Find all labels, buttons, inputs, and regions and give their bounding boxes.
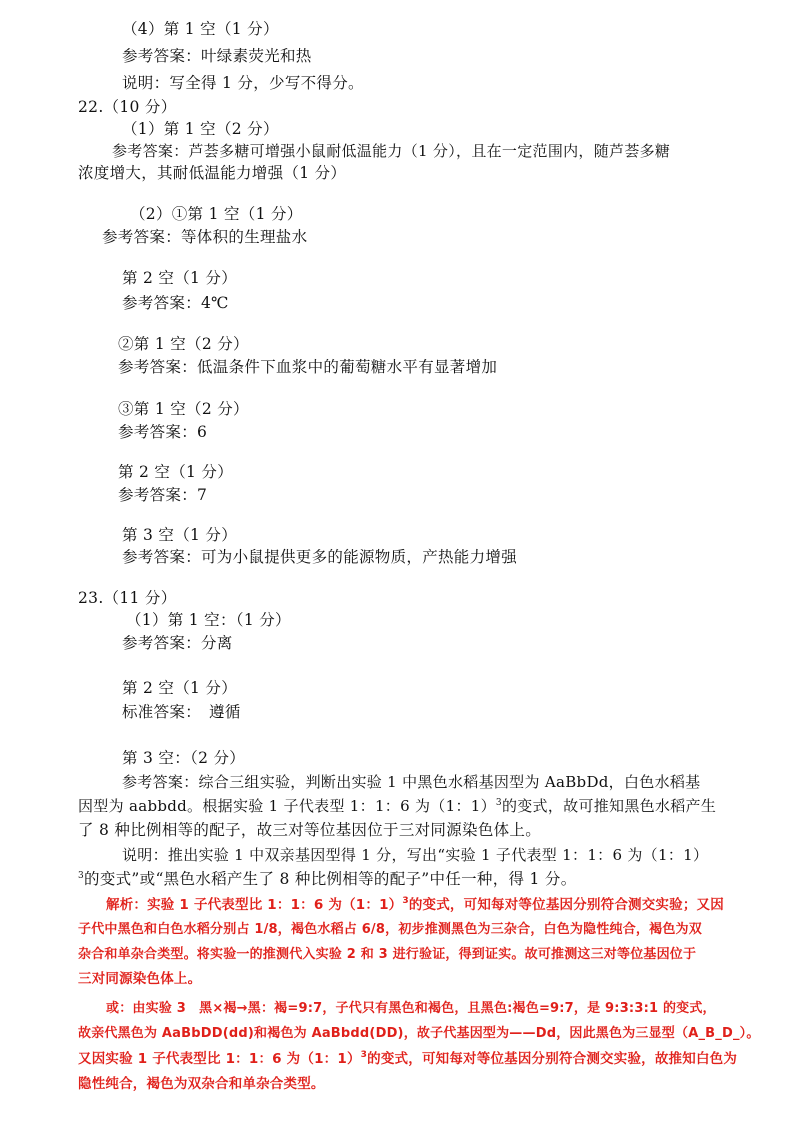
q22-p2-sub1-blank2-answer: 参考答案：4℃: [122, 294, 229, 312]
q21-part4-note: 说明：写全得 1 分，少写不得分。: [122, 74, 364, 92]
q22-p1-answer-line2: 浓度增大，其耐低温能力增强（1 分）: [78, 164, 347, 182]
q21-part4-answer: 参考答案：叶绿素荧光和热: [122, 47, 312, 65]
q23-answer-line1: 参考答案：综合三组实验，判断出实验 1 中黑色水稻基因型为 AaBbDd，白色水稻基: [122, 773, 701, 791]
q23-p1-blank1: （1）第 1 空：（1 分）: [126, 611, 291, 629]
analysis-line4: 三对同源染色体上。: [78, 971, 202, 987]
alt-analysis-line2: 故亲代黑色为 AaBbDD(dd)和褐色为 AaBbdd(DD)，故子代基因型为——Dd，因此黑色为三显型（A_B_D_）。: [78, 1026, 760, 1041]
exponent: 3: [360, 1050, 368, 1060]
exponent: 3: [495, 798, 502, 808]
q22-p1-answer-line1: 参考答案：芦荟多糖可增强小鼠耐低温能力（1 分），且在一定范围内，随芦荟多糖: [112, 142, 671, 160]
exponent: 3: [402, 896, 409, 906]
q22-p2-sub2-blank1-answer: 参考答案：低温条件下血浆中的葡萄糖水平有显著增加: [118, 358, 498, 376]
analysis-line1: 解析：实验 1 子代表型比 1：1：6 为（1：1）$^3$的变式，可知每对等位基因分别符合测交实验；又因: [106, 896, 724, 913]
exponent: 3: [78, 871, 85, 881]
q23-answer-line2: 因型为 aabbdd。根据实验 1 子代表型 1：1：6 为（1：1）$^3$的变式，故可推知黑色水稻产生: [78, 797, 717, 815]
q23-answer-line3: 了 8 种比例相等的配子，故三对等位基因位于三对同源染色体上。: [78, 821, 542, 839]
q22-p2-sub1-blank1: （2）①第 1 空（1 分）: [130, 205, 303, 223]
q22-p2-sub3-blank1-answer: 参考答案：6: [118, 423, 208, 441]
q23-note-line2: $^3$的变式”或“黑色水稻产生了 8 种比例相等的配子”中任一种，得 1 分。: [78, 870, 577, 888]
analysis-line3: 杂合和单杂合类型。将实验一的推测代入实验 2 和 3 进行验证，得到证实。故可推测这三对等位基因位于: [78, 947, 697, 962]
q23-note-line1: 说明：推出实验 1 中双亲基因型得 1 分，写出“实验 1 子代表型 1：1：6 为（1：1）: [122, 846, 709, 864]
q22-p2-sub3-blank1: ③第 1 空（2 分）: [118, 400, 249, 418]
alt-analysis-line4: 隐性纯合，褐色为双杂合和单杂合类型。: [78, 1076, 325, 1092]
analysis-line2: 子代中黑色和白色水稻分别占 1/8，褐色水稻占 6/8，初步推测黑色为三杂合，白色为隐性纯合，褐色为双: [78, 922, 702, 937]
q22-header: 22.（10 分）: [78, 98, 177, 116]
q22-p2-sub3-blank2: 第 2 空（1 分）: [118, 463, 234, 481]
q22-p2-sub3-blank3-answer: 参考答案：可为小鼠提供更多的能源物质，产热能力增强: [122, 548, 518, 566]
q23-p1-blank2: 第 2 空（1 分）: [122, 679, 238, 697]
q23-p1-blank2-answer: 标准答案： 遵循: [122, 703, 241, 721]
q22-p2-sub3-blank2-answer: 参考答案：7: [118, 486, 208, 504]
q23-p1-blank3: 第 3 空：（2 分）: [122, 749, 246, 767]
q21-part4-blank1: （4）第 1 空（1 分）: [122, 20, 279, 38]
q23-header: 23.（11 分）: [78, 589, 177, 607]
alt-analysis-line3: 又因实验 1 子代表型比 1：1：6 为（1：1）$^3$的变式，可知每对等位基因分别符合测交实验，故推知白色为: [78, 1050, 738, 1067]
q22-p2-sub1-blank1-answer: 参考答案：等体积的生理盐水: [102, 228, 308, 246]
q23-p1-blank1-answer: 参考答案：分离: [122, 634, 233, 652]
q22-p2-sub1-blank2: 第 2 空（1 分）: [122, 269, 238, 287]
alt-analysis-line1: 或：由实验 3 黑×褐→黑：褐=9:7，子代只有黑色和褐色，且黑色:褐色=9:7，是 9:3:3:1 的变式，: [106, 1001, 716, 1016]
q22-p2-sub3-blank3: 第 3 空（1 分）: [122, 526, 238, 544]
q22-p2-sub2-blank1: ②第 1 空（2 分）: [118, 335, 249, 353]
q22-p1-blank1: （1）第 1 空（2 分）: [122, 120, 279, 138]
